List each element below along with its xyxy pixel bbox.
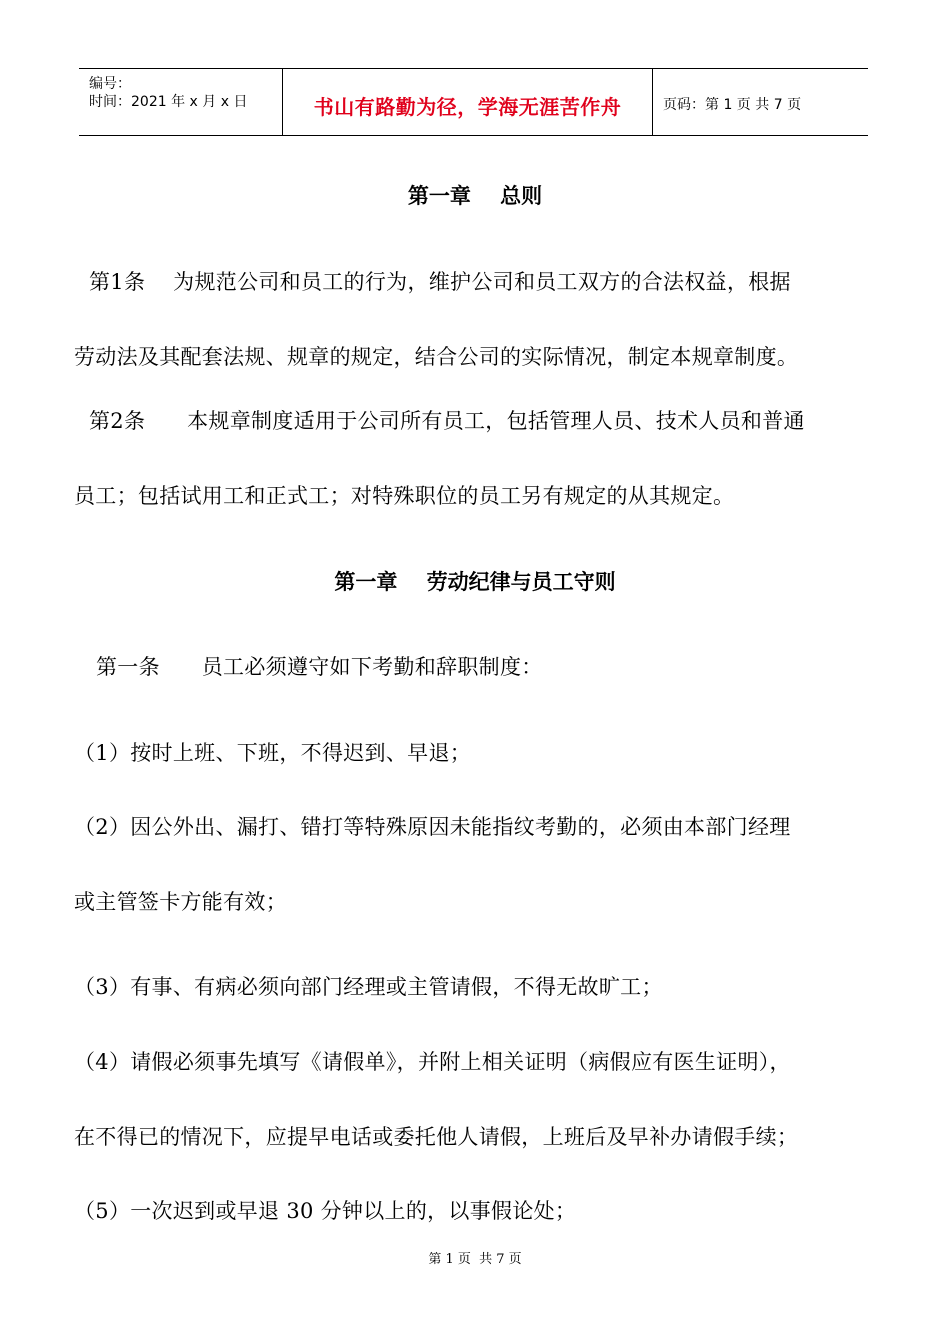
article-2-line-2: 员工；包括试用工和正式工；对特殊职位的员工另有规定的从其规定。: [74, 484, 735, 508]
page-footer: 第 1 页 共 7 页: [428, 1252, 522, 1267]
list-item-1: （1）按时上班、下班，不得迟到、早退；: [74, 741, 472, 765]
article-2-line-1: 第2条 本规章制度适用于公司所有员工，包括管理人员、技术人员和普通: [89, 409, 805, 433]
serial-number-label: 编号：: [89, 76, 131, 92]
list-item-4-line-2: 在不得已的情况下，应提早电话或委托他人请假，上班后及早补办请假手续；: [74, 1125, 799, 1149]
header-motto-cell: [282, 69, 653, 135]
article-1-line-1: 第1条 为规范公司和员工的行为，维护公司和员工双方的合法权益，根据: [89, 270, 791, 294]
list-item-2-line-2: 或主管签卡方能有效；: [74, 890, 287, 914]
page-number-label: 页码：第 1 页 共 7 页: [663, 97, 802, 113]
header-page-cell: [653, 69, 868, 135]
document-header: [79, 68, 868, 136]
date-label: 时间：2021 年 x 月 x 日: [89, 94, 248, 110]
list-item-2-line-1: （2）因公外出、漏打、错打等特殊原因未能指纹考勤的，必须由本部门经理: [74, 815, 791, 839]
list-item-4-line-1: （4）请假必须事先填写《请假单》，并附上相关证明（病假应有医生证明），: [74, 1050, 791, 1074]
list-item-3: （3）有事、有病必须向部门经理或主管请假，不得无故旷工；: [74, 975, 663, 999]
header-info-cell: [79, 69, 282, 135]
motto-text: 书山有路勤为径，学海无涯苦作舟: [313, 95, 622, 119]
chapter-title: 第一章 劳动纪律与员工守则: [334, 570, 616, 594]
list-item-5: （5）一次迟到或早退 30 分钟以上的，以事假论处；: [74, 1199, 577, 1223]
clause-1: 第一条 员工必须遵守如下考勤和辞职制度：: [96, 655, 543, 679]
article-1-line-2: 劳动法及其配套法规、规章的规定，结合公司的实际情况，制定本规章制度。: [74, 345, 799, 369]
chapter-title: 第一章 总则: [407, 184, 543, 208]
